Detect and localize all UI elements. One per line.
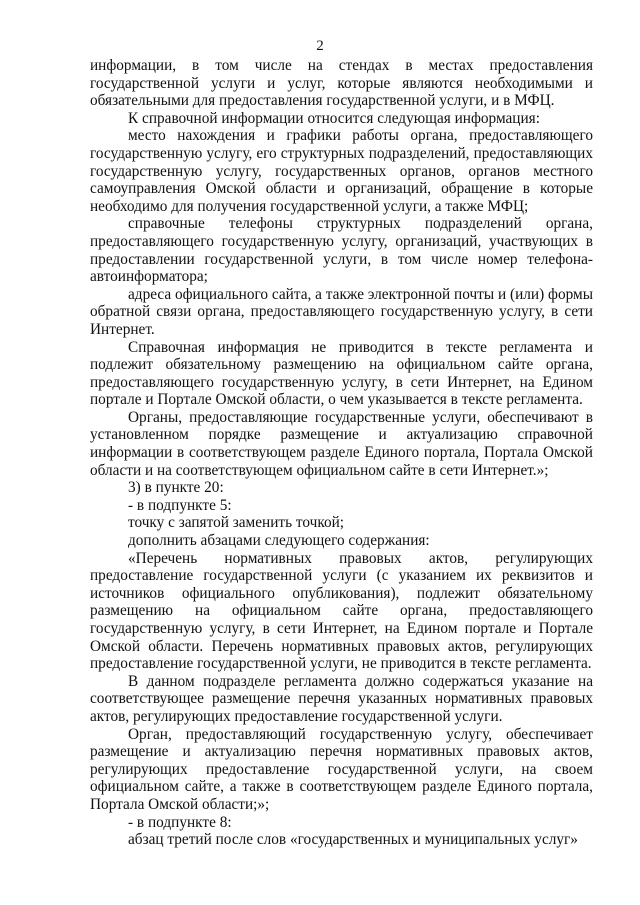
paragraph-7: Органы, предоставляющие государственные услуги, обеспечивают в установленном порядке размещение и актуализацию справочной информации в соответствующем разделе Единого портала, Портала Омской области и на соответствующем официальном сайте в сети Интернет.»; bbox=[90, 408, 593, 479]
paragraph-14: Орган, предоставляющий государственную услугу, обеспечивает размещение и актуализацию перечня нормативных правовых актов, регулирующих предоставление государственной услуги, на своем официальном сайте, а также в соответствующем разделе Единого портала, Портала Омской области;»; bbox=[90, 725, 593, 813]
paragraph-15: - в подпункте 8: bbox=[128, 813, 232, 831]
paragraph-13: В данном подразделе регламента должно содержаться указание на соответствующее размещение перечня указанных нормативных правовых актов, регулирующих предоставление государственной услуги. bbox=[90, 672, 593, 725]
paragraph-1: информации, в том числе на стендах в местах предоставления государственной услуги и услуг, которые являются необходимыми и обязательными для предоставления государственной услуги, и в МФЦ. bbox=[90, 57, 593, 110]
paragraph-5: адреса официального сайта, а также электронной почты и (или) формы обратной связи органа, предоставляющего государственную услугу, в сети Интернет. bbox=[90, 285, 593, 338]
paragraph-3: место нахождения и графики работы органа, предоставляющего государственную услугу, его структурных подразделений, предоставляющих государственную услугу, государственных органов, органов местного самоуправления Омской области и организаций, обращение в которые необходимо для получения государственной услуги, а также МФЦ; bbox=[90, 127, 593, 215]
paragraph-11: дополнить абзацами следующего содержания: bbox=[128, 532, 430, 550]
paragraph-4: справочные телефоны структурных подразделений органа, предоставляющего государственную услугу, организаций, участвующих в предоставлении государственной услуги, в том числе номер телефона-автоинформатора; bbox=[90, 215, 593, 286]
paragraph-12: «Перечень нормативных правовых актов, регулирующих предоставление государственной услуги (с указанием их реквизитов и источников официального опубликования), подлежит обязательному размещению на официальном сайте органа, предоставляющего государственную услугу, в сети Интернет, на Едином портале и Портале Омской области. Перечень нормативных правовых актов, регулирующих предоставление государственной услуги, не приводится в тексте регламента. bbox=[90, 549, 593, 673]
paragraph-10: точку с запятой заменить точкой; bbox=[128, 514, 345, 532]
page-number: 2 bbox=[316, 38, 324, 54]
document-body bbox=[90, 57, 593, 849]
paragraph-9: - в подпункте 5: bbox=[128, 496, 232, 514]
paragraph-6: Справочная информация не приводится в тексте регламента и подлежит обязательному размещению на официальном сайте органа, предоставляющего государственную услугу, в сети Интернет, на Едином портале и Портале Омской области, о чем указывается в тексте регламента. bbox=[90, 338, 593, 409]
paragraph-2: К справочной информации относится следующая информация: bbox=[128, 109, 540, 127]
paragraph-8: 3) в пункте 20: bbox=[128, 479, 224, 497]
paragraph-16: абзац третий после слов «государственных и муниципальных услуг» bbox=[128, 831, 578, 849]
